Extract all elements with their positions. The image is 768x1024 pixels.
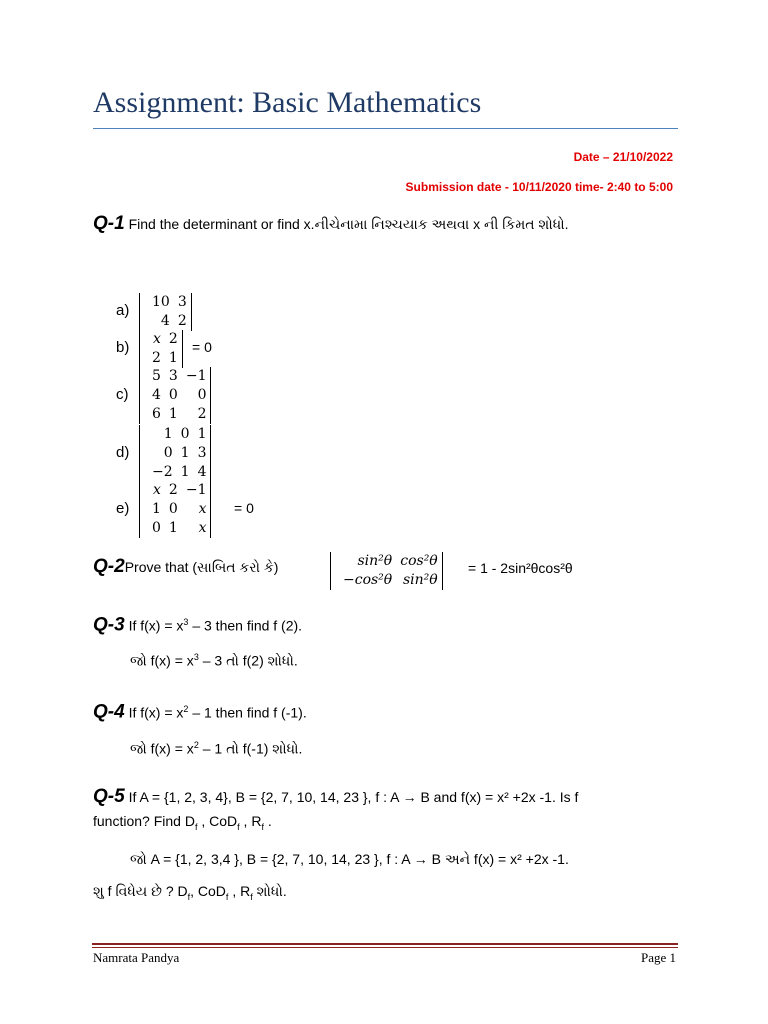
question-text: – 1 then find f (-1). — [188, 704, 307, 721]
footer-rule — [92, 943, 678, 945]
q3-gujarati — [130, 652, 298, 670]
question-number: Q-2 — [93, 556, 125, 577]
matrix-cell: 2 — [168, 331, 178, 347]
matrix-cell: 2 — [152, 350, 161, 366]
determinant-b — [139, 330, 183, 368]
matrix-cell: 4 — [152, 387, 161, 403]
matrix-cell: 1 — [180, 445, 190, 461]
question-text: Prove that (સાબિત કરો કે) — [124, 559, 279, 575]
matrix-cell: 0 — [197, 387, 207, 403]
matrix-cell: 3 — [168, 368, 178, 384]
question-text: – 3 then find f (2). — [188, 617, 303, 634]
exponent: 2 — [183, 704, 189, 714]
matrix-cell: sin²θ — [357, 553, 393, 569]
date-line: Date – 21/10/2022 — [573, 150, 673, 164]
matrix-cell: 1 — [180, 464, 190, 480]
matrix-cell: 4 — [197, 464, 207, 480]
question-number: Q-5 — [93, 786, 125, 807]
question-number: Q-3 — [93, 614, 125, 636]
exponent: 3 — [183, 617, 189, 627]
question-text: – 1 તો f(-1) શોધો. — [198, 740, 303, 757]
matrix-cell: 1 — [168, 350, 178, 366]
question-text: શુ f વિધેય છે ? D — [93, 883, 188, 899]
footer-author: Namrata Pandya — [93, 950, 180, 965]
matrix-cell: 0 — [152, 520, 161, 536]
matrix-cell: 1 — [197, 426, 207, 442]
item-label-b: b) — [116, 339, 130, 356]
matrix-cell: 1 — [152, 501, 161, 517]
question-text: , R — [239, 813, 262, 829]
matrix-cell: 4 — [160, 313, 170, 329]
determinant-e — [139, 481, 211, 538]
matrix-cell: 10 — [152, 294, 170, 310]
subscript: f — [250, 891, 253, 902]
title-underline — [93, 128, 678, 129]
matrix-cell: x — [198, 501, 207, 517]
equals-zero-b: = 0 — [192, 339, 212, 355]
matrix-cell: 3 — [197, 445, 207, 461]
q4-gujarati — [130, 740, 302, 758]
matrix-cell: 0 — [180, 426, 190, 442]
footer-rule — [92, 947, 678, 948]
equals-zero-e: = 0 — [234, 499, 254, 516]
question-1 — [93, 212, 683, 236]
matrix-cell: 0 — [163, 445, 173, 461]
matrix-cell: −cos²θ — [343, 572, 393, 588]
matrix-cell: 2 — [177, 313, 187, 329]
matrix-cell: cos²θ — [400, 553, 438, 569]
determinant-d — [139, 425, 211, 482]
matrix-cell: 3 — [177, 294, 187, 310]
matrix-cell: 0 — [168, 387, 178, 403]
item-label-c: c) — [116, 385, 129, 403]
question-text: If A = {1, 2, 3, 4}, B = {2, 7, 10, 14, 23 }, f : A → B and f(x) = x² +2x -1. Is f — [124, 789, 579, 805]
subscript: f — [194, 821, 198, 832]
question-text: , CoD — [197, 813, 238, 829]
subscript: f — [237, 821, 240, 832]
question-3 — [93, 610, 683, 638]
question-text: function? Find D — [93, 813, 195, 829]
question-text: If f(x) = x — [124, 704, 184, 721]
matrix-cell: −1 — [185, 368, 207, 384]
determinant-c — [139, 367, 211, 424]
subscript: f — [187, 891, 191, 902]
page-title: Assignment: Basic Mathematics — [93, 86, 482, 119]
exponent: 2 — [193, 740, 199, 750]
matrix-cell: 2 — [197, 406, 207, 422]
matrix-cell: x — [153, 482, 161, 498]
question-text: , CoD — [190, 883, 226, 899]
subscript: f — [261, 821, 264, 832]
matrix-cell: −1 — [185, 482, 207, 498]
matrix-cell: 2 — [168, 482, 178, 498]
matrix-cell: sin²θ — [403, 572, 438, 588]
question-4 — [93, 697, 683, 725]
item-label-d: d) — [116, 443, 130, 461]
item-label-a: a) — [116, 302, 130, 319]
determinant-a — [139, 293, 192, 331]
item-label-e: e) — [116, 499, 130, 517]
matrix-cell: −2 — [152, 464, 173, 480]
question-number: Q-4 — [93, 701, 125, 723]
question-text: If f(x) = x — [124, 617, 184, 634]
matrix-cell: 5 — [152, 368, 161, 384]
question-number: Q-1 — [93, 213, 125, 234]
matrix-cell: 1 — [168, 406, 178, 422]
exponent: 3 — [193, 652, 199, 662]
subscript: f — [225, 891, 229, 902]
matrix-cell: 0 — [168, 501, 178, 517]
question-text: – 3 તો f(2) શોધો. — [198, 652, 298, 669]
question-5 — [93, 785, 683, 839]
question-text: . — [263, 813, 272, 829]
question-text: Find the determinant or find x.નીચેનામા નિશ્ચયાક અથવા x ની કિમત શોધો. — [124, 216, 569, 232]
matrix-cell: 1 — [168, 520, 178, 536]
question-text: , R — [228, 883, 251, 899]
footer-page: Page 1 — [640, 950, 676, 965]
q2-determinant — [330, 552, 443, 590]
question-text: શોધો. — [252, 883, 287, 899]
question-text: જો f(x) = x — [130, 740, 194, 757]
matrix-cell: 6 — [152, 406, 161, 422]
submission-line: Submission date - 10/11/2020 time- 2:40 to 5:00 — [405, 180, 673, 194]
matrix-cell: 1 — [163, 426, 173, 442]
question-text: જો f(x) = x — [130, 652, 194, 669]
q5-gujarati-line1: જો A = {1, 2, 3,4 }, B = {2, 7, 10, 14, 23 }, f : A → B અને f(x) = x² +2x -1. — [130, 851, 569, 867]
q2-rhs: = 1 - 2sin²θcos²θ — [468, 560, 573, 576]
q5-gujarati-line2 — [93, 883, 287, 902]
matrix-cell: x — [153, 331, 161, 347]
matrix-cell: x — [198, 520, 207, 536]
